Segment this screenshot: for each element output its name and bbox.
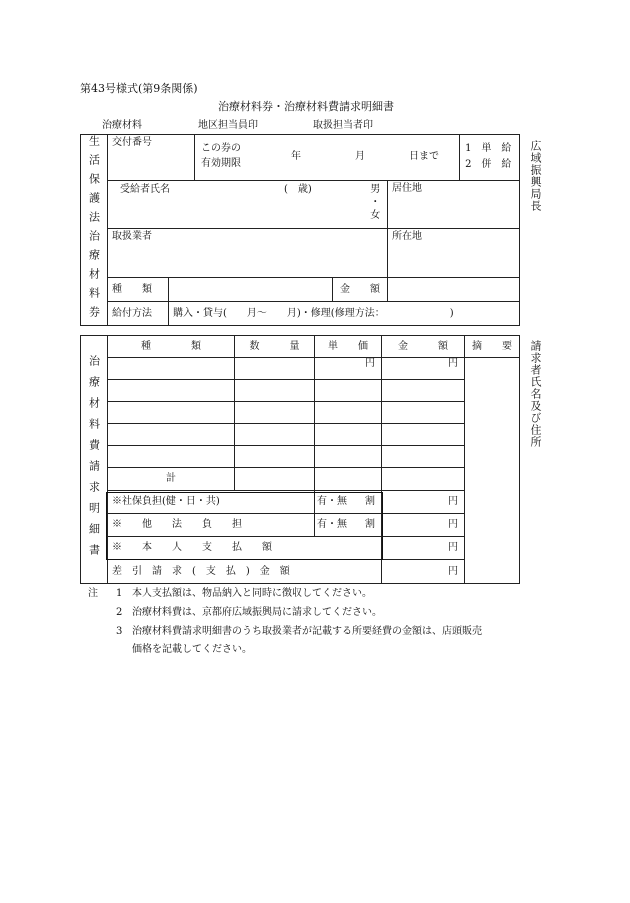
other-law-amount[interactable] — [382, 513, 465, 536]
benefit-type-combined: 2 併 給 — [465, 159, 512, 170]
claim-row — [81, 559, 520, 583]
table-row — [81, 401, 520, 423]
other-law-label: ※ 他 法 負 担 — [108, 513, 315, 536]
note-item — [116, 589, 372, 599]
statement-side-label: 治療材料費請求明細書 — [87, 354, 101, 565]
stamp-label-district: 地区担当員印 — [198, 120, 258, 131]
table-row — [81, 379, 520, 401]
residence-label: 居住地 — [392, 183, 422, 195]
method-label-cell — [108, 301, 169, 325]
row-kind[interactable] — [108, 401, 235, 423]
row-kind[interactable] — [108, 445, 235, 467]
row-unit-price[interactable] — [315, 401, 382, 423]
claim-amount[interactable] — [382, 559, 465, 583]
self-pay-amount[interactable] — [382, 536, 465, 559]
address-label: 所在地 — [392, 231, 422, 243]
row-amount[interactable] — [382, 379, 465, 401]
total-row — [81, 467, 520, 490]
row-unit-price[interactable] — [315, 423, 382, 445]
note-text: 治療材料費は、京都府広域振興局に請求してください。 — [132, 607, 382, 618]
note-number: 2 — [116, 607, 123, 618]
vendor-cell[interactable] — [108, 229, 388, 277]
validity-label-1: この券の — [201, 143, 241, 154]
claim-label: 差 引 請 求 ( 支 払 ) 金 額 — [108, 559, 382, 583]
kind-label: 種 類 — [112, 283, 152, 295]
form-number: 第43号様式(第9条関係) — [80, 82, 198, 95]
row-quantity[interactable] — [235, 445, 315, 467]
row-amount[interactable] — [382, 445, 465, 467]
total-quantity[interactable] — [235, 467, 315, 490]
method-label: 給付方法 — [112, 307, 152, 319]
recipient-label: 受給者氏名 — [120, 184, 170, 196]
unit-price-yen: 円 — [365, 357, 375, 369]
social-insurance-label: ※社保負担(健・日・共) — [108, 490, 315, 513]
row-quantity[interactable] — [235, 423, 315, 445]
form-title: 治療材料券・治療材料費請求明細書 — [218, 100, 394, 113]
other-law-wari: 割 — [365, 519, 375, 531]
amount-value-cell[interactable] — [388, 277, 520, 301]
right-label-top: 広域振興局長 — [529, 140, 542, 212]
social-insurance-wari: 割 — [365, 496, 375, 508]
residence-cell[interactable] — [388, 181, 520, 229]
row-kind[interactable] — [108, 357, 235, 379]
gender-male: 男 — [370, 184, 381, 196]
other-law-yen: 円 — [448, 519, 458, 531]
method-text: 購入・貸与( 月～ 月)・修理(修理方法： ) — [173, 307, 454, 319]
kind-value-cell[interactable] — [169, 277, 333, 301]
row-quantity[interactable] — [235, 401, 315, 423]
gender-cell[interactable] — [364, 181, 388, 229]
deduction-emphasis-box — [106, 492, 383, 560]
coupon-side-label-cell — [81, 135, 108, 326]
note-continuation: 価格を記載してください。 — [132, 644, 252, 655]
gender-dot: ・ — [370, 197, 381, 209]
header-remarks: 摘 要 — [465, 336, 520, 358]
header-kind: 種 類 — [108, 336, 235, 358]
row-kind[interactable] — [108, 379, 235, 401]
self-pay-label: ※ 本 人 支 払 額 — [108, 536, 382, 559]
table-row — [81, 445, 520, 467]
row-unit-price[interactable] — [315, 379, 382, 401]
stamp-label-handler: 取扱担当者印 — [313, 120, 373, 131]
note-item — [116, 627, 482, 637]
remarks-cell[interactable] — [465, 357, 520, 583]
amount-yen: 円 — [448, 357, 458, 369]
social-insurance-yen: 円 — [448, 496, 458, 508]
note-text: 本人支払額は、物品納入と同時に徴収してください。 — [132, 588, 372, 599]
note-text: 治療材料費請求明細書のうち取扱業者が記載する所要経費の金額は、店頭販売 — [132, 626, 482, 637]
social-insurance-amount[interactable] — [382, 490, 465, 513]
total-label: 計 — [108, 467, 235, 490]
amount-label: 金 額 — [340, 283, 380, 295]
header-quantity: 数 量 — [235, 336, 315, 358]
recipient-cell[interactable] — [108, 181, 364, 229]
right-label-bottom: 請求者氏名及び住所 — [529, 340, 542, 448]
benefit-type-cell[interactable] — [460, 135, 520, 181]
total-amount[interactable] — [382, 467, 465, 490]
amount-label-cell — [333, 277, 388, 301]
statement-header-row — [81, 336, 520, 358]
row-quantity[interactable] — [235, 357, 315, 379]
social-insurance-yes-no: 有・無 — [317, 496, 347, 508]
total-unit-price[interactable] — [315, 467, 382, 490]
method-value-cell[interactable] — [169, 301, 520, 325]
kind-label-cell — [108, 277, 169, 301]
validity-day-until: 日まで — [409, 151, 439, 162]
row-amount[interactable] — [382, 357, 465, 379]
row-unit-price[interactable] — [315, 445, 382, 467]
vendor-label: 取扱業者 — [112, 231, 152, 243]
issue-no-label: 交付番号 — [112, 137, 152, 148]
row-amount[interactable] — [382, 401, 465, 423]
row-amount[interactable] — [382, 423, 465, 445]
row-kind[interactable] — [108, 423, 235, 445]
note-number: 1 — [116, 588, 123, 599]
table-row — [81, 357, 520, 379]
statement-side-label-cell — [81, 336, 108, 584]
row-quantity[interactable] — [235, 379, 315, 401]
note-number: 3 — [116, 626, 123, 637]
other-law-yes-no: 有・無 — [317, 519, 347, 531]
gender-female: 女 — [370, 210, 381, 222]
age-label: ( 歳) — [284, 184, 312, 196]
self-pay-yen: 円 — [448, 542, 458, 554]
note-item — [116, 608, 382, 618]
address-cell[interactable] — [388, 229, 520, 277]
table-row — [81, 423, 520, 445]
stamp-label-treatment: 治療材料 — [102, 120, 142, 131]
coupon-table — [80, 134, 520, 326]
issue-no-cell[interactable] — [108, 135, 195, 181]
header-unit-price: 単 価 — [315, 336, 382, 358]
validity-year: 年 — [291, 151, 301, 162]
claim-yen: 円 — [448, 565, 458, 577]
coupon-side-label: 生活保護法治療材料券 — [87, 135, 101, 325]
validity-cell[interactable] — [195, 135, 460, 181]
validity-month: 月 — [355, 151, 365, 162]
row-unit-price[interactable] — [315, 357, 382, 379]
validity-label-2: 有効期限 — [201, 158, 241, 169]
header-amount: 金 額 — [382, 336, 465, 358]
benefit-type-single: 1 単 給 — [465, 143, 512, 154]
notes-lead: 注 — [88, 588, 98, 599]
